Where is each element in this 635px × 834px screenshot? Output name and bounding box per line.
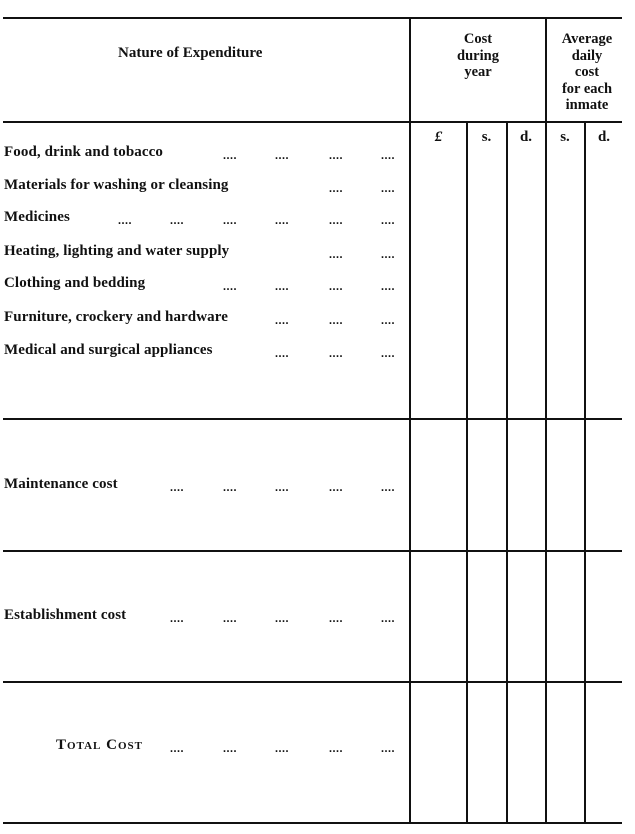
- leader-dots: ....: [329, 213, 343, 227]
- shillings-unit: s.: [481, 129, 492, 145]
- column-rule-pound-shillings: [466, 121, 468, 822]
- avg-header-line: for each: [561, 80, 613, 97]
- leader-dots: ....: [223, 213, 237, 227]
- leader-dots: ....: [223, 741, 237, 755]
- leader-dots: ....: [275, 313, 289, 327]
- leader-dots: ....: [381, 148, 395, 162]
- row-food: Food, drink and tobacco: [4, 144, 163, 160]
- avg-header-line: cost: [574, 64, 600, 80]
- column-rule-shillings-pence: [506, 121, 508, 822]
- top-rule: [3, 17, 622, 19]
- avg-header-line: daily: [571, 47, 603, 64]
- leader-dots: ....: [329, 148, 343, 162]
- average-daily-cost-header: [548, 31, 626, 114]
- section-rule-3: [3, 681, 622, 683]
- leader-dots: ....: [381, 181, 395, 195]
- leader-dots: ....: [275, 279, 289, 293]
- row-heating: Heating, lighting and water supply: [4, 243, 230, 259]
- leader-dots: ....: [170, 213, 184, 227]
- total-cost-label: Total Cost: [56, 737, 143, 753]
- leader-dots: ....: [170, 611, 184, 625]
- leader-dots: ....: [381, 741, 395, 755]
- leader-dots: ....: [275, 346, 289, 360]
- leader-dots: ....: [170, 480, 184, 494]
- leader-dots: ....: [275, 611, 289, 625]
- row-furniture: Furniture, crockery and hardware: [4, 309, 229, 325]
- avg-pence-unit: d.: [597, 129, 611, 145]
- leader-dots: ....: [275, 148, 289, 162]
- leader-dots: ....: [275, 480, 289, 494]
- pound-unit: £: [434, 129, 443, 145]
- leader-dots: ....: [118, 213, 132, 227]
- cost-header-line: year: [464, 64, 492, 80]
- cost-during-year-header: [412, 31, 544, 81]
- avg-header-line: inmate: [565, 97, 609, 113]
- leader-dots: ....: [223, 611, 237, 625]
- leader-dots: ....: [381, 346, 395, 360]
- column-rule-avg-s-d: [584, 121, 586, 822]
- leader-dots: ....: [381, 611, 395, 625]
- leader-dots: ....: [381, 213, 395, 227]
- leader-dots: ....: [381, 480, 395, 494]
- cost-header-line: during: [457, 47, 499, 64]
- nature-of-expenditure-header: Nature of Expenditure: [118, 45, 263, 61]
- leader-dots: ....: [170, 741, 184, 755]
- pence-unit: d.: [519, 129, 533, 145]
- header-rule: [3, 121, 622, 123]
- bottom-rule: [3, 822, 622, 824]
- leader-dots: ....: [329, 346, 343, 360]
- maintenance-cost-label: Maintenance cost: [4, 476, 118, 492]
- avg-shillings-unit: s.: [560, 129, 570, 145]
- leader-dots: ....: [329, 480, 343, 494]
- leader-dots: ....: [381, 279, 395, 293]
- section-rule-2: [3, 550, 622, 552]
- leader-dots: ....: [223, 279, 237, 293]
- cost-header-line: Cost: [463, 31, 493, 47]
- leader-dots: ....: [329, 181, 343, 195]
- leader-dots: ....: [329, 611, 343, 625]
- row-materials: Materials for washing or cleansing: [4, 177, 229, 193]
- row-medical-appliances: Medical and surgical appliances: [4, 342, 213, 358]
- leader-dots: ....: [329, 279, 343, 293]
- section-rule-1: [3, 418, 622, 420]
- row-medicines: Medicines: [4, 209, 70, 225]
- leader-dots: ....: [223, 480, 237, 494]
- leader-dots: ....: [329, 313, 343, 327]
- row-clothing: Clothing and bedding: [4, 275, 146, 291]
- leader-dots: ....: [275, 741, 289, 755]
- leader-dots: ....: [381, 247, 395, 261]
- leader-dots: ....: [275, 213, 289, 227]
- avg-header-line: Average: [561, 31, 613, 47]
- leader-dots: ....: [329, 741, 343, 755]
- leader-dots: ....: [329, 247, 343, 261]
- leader-dots: ....: [381, 313, 395, 327]
- establishment-cost-label: Establishment cost: [4, 607, 127, 623]
- leader-dots: ....: [223, 148, 237, 162]
